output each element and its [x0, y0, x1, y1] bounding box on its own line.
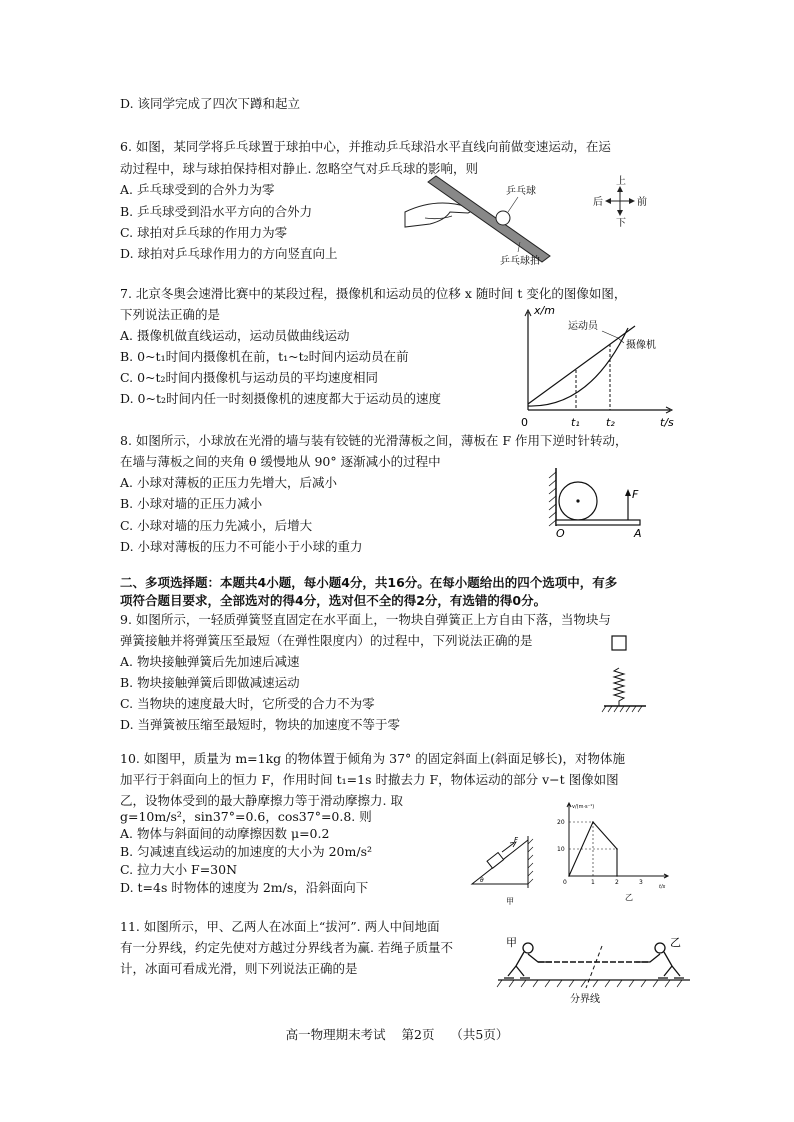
q9-stem-line2: 弹簧接触并将弹簧压至最短（在弹性限度内）的过程中，下列说法正确的是 [120, 633, 533, 648]
q11-tug-of-war-figure [494, 932, 694, 1008]
page-footer: 高一物理期末考试 第2页 （共5页） [285, 1027, 509, 1042]
q9-stem-line1: 9. 如图所示，一轻质弹簧竖直固定在水平面上，一物块自弹簧正上方自由下落，当物块与 [120, 612, 611, 627]
q11-stem-line3: 计，冰面可看成光滑，则下列说法正确的是 [120, 961, 358, 976]
q7-t1: t₁ [571, 416, 580, 429]
q6-paddle-figure [400, 172, 680, 272]
q7-ylabel: x/m [534, 304, 555, 317]
camera-line [528, 326, 635, 404]
vt-tick-label: 2 [615, 879, 619, 886]
q8-F-label: F [632, 488, 639, 501]
q7-option-b: B. 0~t₁时间内摄像机在前，t₁~t₂时间内运动员在前 [120, 349, 409, 364]
q8-option-d: D. 小球对薄板的压力不可能小于小球的重力 [120, 539, 363, 554]
q8-stem-line2: 在墙与薄板之间的夹角 θ 缓慢地从 90° 逐渐减小的过程中 [120, 454, 441, 469]
vt-point [568, 875, 570, 877]
q10-option-b: B. 匀减速直线运动的加速度的大小为 20m/s² [120, 844, 373, 859]
q7-stem-line2: 下列说法正确的是 [120, 307, 221, 322]
q9-option-b: B. 物块接触弹簧后即做减速运动 [120, 675, 300, 690]
q7-t2: t₂ [606, 416, 615, 429]
vt-point [616, 875, 618, 877]
q8-wall-board-figure [540, 464, 650, 544]
q10-incline-figure [462, 808, 552, 908]
vt-tick-label: 1 [591, 879, 595, 886]
vt-tick-label: 0 [563, 879, 567, 886]
q11-yi-label: 乙 [670, 936, 681, 949]
q7-xt-graph [510, 298, 680, 434]
q10-jia-label: 甲 [506, 897, 514, 906]
q10-xlabel: t/s [659, 884, 666, 890]
boundary-line [586, 946, 602, 988]
boundary-label: 分界线 [570, 994, 600, 1005]
q8-board [556, 520, 640, 525]
dir-back: 后 [593, 197, 603, 208]
q9-block [612, 636, 626, 650]
q10-option-a: A. 物体与斜面间的动摩擦因数 μ=0.2 [120, 826, 330, 841]
section2-heading-line2: 项符合题目要求，全部选对的得4分，选对但不全的得2分，有选错的得0分。 [120, 593, 547, 608]
q8-option-a: A. 小球对薄板的正压力先增大，后减小 [120, 475, 337, 490]
q7-origin: 0 [521, 416, 528, 429]
direction-cross-icon [605, 186, 635, 216]
q7-option-c: C. 0~t₂时间内摄像机与运动员的平均速度相同 [120, 370, 379, 385]
dir-front: 前 [637, 197, 647, 208]
q8-O-label: O [556, 527, 565, 540]
q11-jia-label: 甲 [506, 936, 517, 949]
q9-spring [614, 668, 624, 706]
q7-xlabel: t/s [660, 416, 674, 429]
vt-tick-label: 10 [557, 846, 565, 853]
q11-stem-line2: 有一分界线，约定先使对方越过分界线者为赢. 若绳子质量不 [120, 940, 453, 955]
q10-option-d: D. t=4s 时物体的速度为 2m/s，沿斜面向下 [120, 880, 369, 895]
q10-vt-graph [555, 800, 675, 906]
dir-up: 上 [616, 176, 626, 187]
q10-stem-line3: 乙，设物体受到的最大静摩擦力等于滑动摩擦力. 取 [120, 793, 403, 808]
ball [496, 211, 510, 225]
q7-option-d: D. 0~t₂时间内任一时刻摄像机的速度都大于运动员的速度 [120, 391, 441, 406]
hand-icon [405, 203, 472, 227]
q7-camera-label: 摄像机 [626, 340, 656, 351]
q9-option-c: C. 当物块的速度最大时，它所受的合力不为零 [120, 696, 375, 711]
q8-A-label: A [634, 527, 642, 540]
q7-stem-line1: 7. 北京冬奥会速滑比赛中的某段过程，摄像机和运动员的位移 x 随时间 t 变化的图像如图， [120, 286, 627, 301]
q10-stem-line4: g=10m/s²，sin37°=0.6，cos37°=0.8. 则 [120, 809, 372, 824]
q10-F-label: F [514, 836, 519, 844]
q7-option-a: A. 摄像机做直线运动，运动员做曲线运动 [120, 328, 350, 343]
q10-block [487, 853, 504, 869]
q8-stem-line1: 8. 如图所示，小球放在光滑的墙与装有铰链的光滑薄板之间，薄板在 F 作用下逆时针转动， [120, 433, 628, 448]
q6-stem-line1: 6. 如图，某同学将乒乓球置于球拍中心，并推动乒乓球沿水平直线向前做变速运动，在运 [120, 139, 611, 154]
q9-option-a: A. 物块接触弹簧后先加速后减速 [120, 654, 300, 669]
q6-option-d: D. 球拍对乒乓球作用力的方向竖直向上 [120, 246, 338, 261]
q5-option-d: D. 该同学完成了四次下蹲和起立 [120, 96, 301, 111]
q7-athlete-label: 运动员 [568, 321, 598, 332]
q11-stem-line1: 11. 如图所示，甲、乙两人在冰面上“拔河”. 两人中间地面 [120, 919, 440, 934]
q6-option-b: B. 乒乓球受到沿水平方向的合外力 [120, 204, 313, 219]
vt-tick-label: 20 [557, 819, 565, 826]
q10-theta: θ [480, 877, 484, 884]
q10-ylabel: v/(m·s⁻¹) [572, 804, 595, 810]
q10-stem-line1: 10. 如图甲，质量为 m=1kg 的物体置于倾角为 37° 的固定斜面上(斜面足够长)，对物体施 [120, 751, 626, 766]
q6-option-a: A. 乒乓球受到的合外力为零 [120, 182, 275, 197]
q9-option-d: D. 当弹簧被压缩至最短时，物块的加速度不等于零 [120, 717, 401, 732]
dir-down: 下 [616, 218, 626, 229]
q9-spring-figure [600, 632, 650, 716]
q10-stem-line2: 加平行于斜面向上的恒力 F，作用时间 t₁=1s 时撤去力 F，物体运动的部分 v−t 图像如图 [120, 772, 619, 787]
q10-yi-label: 乙 [625, 893, 633, 902]
q8-option-c: C. 小球对墙的压力先减小，后增大 [120, 518, 313, 533]
vt-tick-label: 3 [639, 879, 643, 886]
paddle-label: 乒乓球拍 [500, 256, 540, 267]
section2-heading-line1: 二、多项选择题：本题共4小题，每小题4分，共16分。在每小题给出的四个选项中，有多 [120, 575, 618, 590]
ball-label: 乒乓球 [506, 186, 536, 197]
q10-option-c: C. 拉力大小 F=30N [120, 862, 238, 877]
q6-stem-line2: 动过程中，球与球拍保持相对静止. 忽略空气对乒乓球的影响，则 [120, 161, 478, 176]
q8-option-b: B. 小球对墙的正压力减小 [120, 496, 263, 511]
q6-option-c: C. 球拍对乒乓球的作用力为零 [120, 225, 288, 240]
